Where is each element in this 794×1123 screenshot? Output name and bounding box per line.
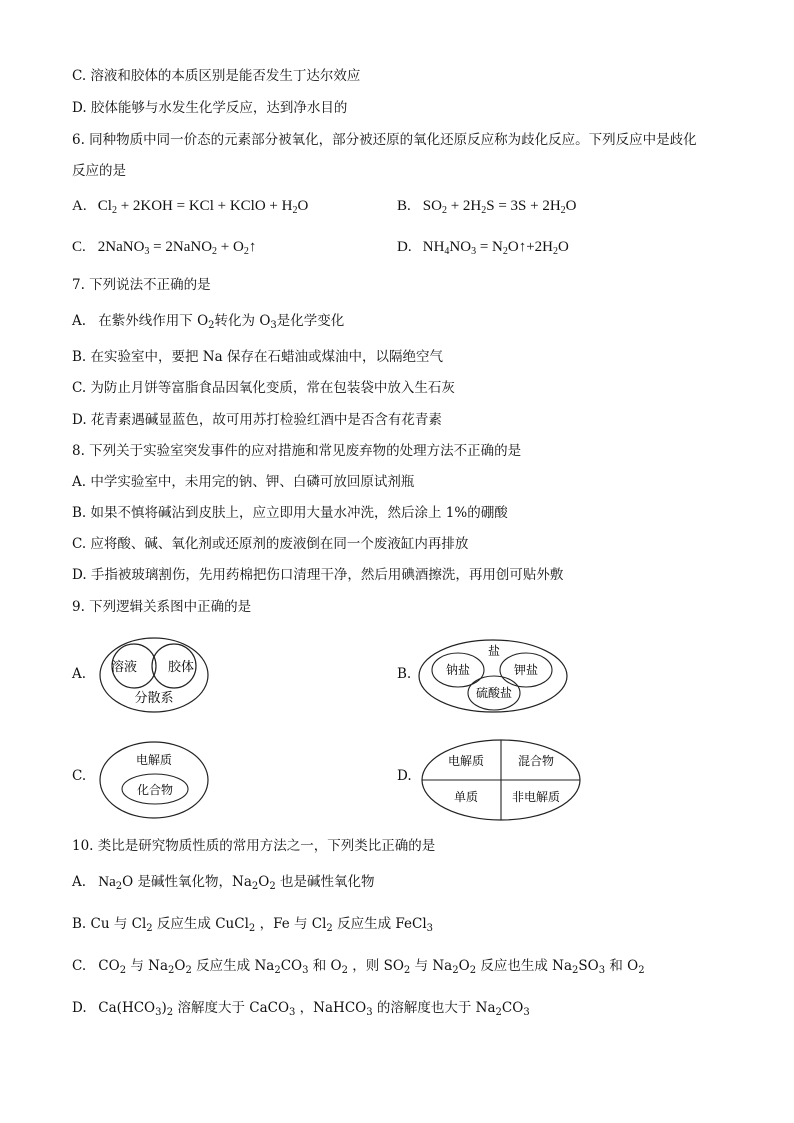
diagram-a-dispersion: 分散系 <box>134 691 174 706</box>
q9-label-a: A. <box>72 666 87 682</box>
q6-option-a: A. $Cl_2 + 2KOH$ = KCl + KClO + $H_2O$ <box>72 198 309 216</box>
diagram-c-compound: 化合物 <box>136 783 174 797</box>
q6-option-d: D. $NH_4NO_3$ = $N_2O↑+2H_2O$ <box>397 239 569 257</box>
q10-option-b: B. Cu 与 $Cl_2$ 反应生成 CuCl$_2$ ，Fe 与 $Cl_2$ 反应生成 FeCl$_3$ <box>72 916 434 934</box>
q8-option-b: B. 如果不慎将碱沾到皮肤上，应立即用大量水冲洗，然后涂上 1%的硼酸 <box>72 505 508 521</box>
q7-option-a: A. 在紫外线作用下 $O_2$转化为 $O_3$是化学变化 <box>72 313 345 331</box>
q9-label-c: C. <box>72 768 87 784</box>
option-label: D. <box>72 1000 87 1016</box>
diagram-a-solution: 溶液 <box>110 660 138 675</box>
q6-stem: 6. 同种物质中同一价态的元素部分被氧化，部分被还原的氧化还原反应称为歧化反应。下列反应中是歧化 <box>72 132 697 148</box>
q7-option-b: B. 在实验室中，要把 Na 保存在石蜡油或煤油中，以隔绝空气 <box>72 349 443 365</box>
option-label: C. <box>72 239 86 255</box>
diagram-c-electrolyte: 电解质 <box>135 753 173 767</box>
diagram-d-electrolyte: 电解质 <box>447 754 485 768</box>
q9-label-d: D. <box>397 768 412 784</box>
q6-stem-cont: 反应的是 <box>72 163 126 179</box>
diagram-b-sulfate: 硫酸盐 <box>475 686 513 700</box>
q10-option-d: D. $Ca(HCO_3)_2$ 溶解度大于 CaCO$_3$ ，NaHCO$_3$ 的溶解度也大于 $Na_2CO_3$ <box>72 1000 530 1018</box>
q6-option-c: C. 2NaNO$_3$ = 2NaNO$_2$ + $O_2↑$ <box>72 239 257 257</box>
q9-stem: 9. 下列逻辑关系图中正确的是 <box>72 599 252 615</box>
option-label: B. <box>397 198 411 214</box>
diagram-a-colloid: 胶体 <box>167 660 195 675</box>
diagram-d-element: 单质 <box>453 790 479 804</box>
q6-option-b: B. $SO_2 + 2H_2S = 3S + 2H_2O$ <box>397 198 577 216</box>
option-label: A. <box>72 874 87 890</box>
q8-stem: 8. 下列关于实验室突发事件的应对措施和常见废弃物的处理方法不正确的是 <box>72 443 522 459</box>
q9-label-b: B. <box>397 666 412 682</box>
q5-option-d: D. 胶体能够与水发生化学反应，达到净水目的 <box>72 100 348 116</box>
option-label: D. <box>397 239 412 255</box>
q10-option-a: A. $Na_2O$ 是碱性氧化物，$Na_2O_2$ 也是碱性氧化物 <box>72 874 375 892</box>
q9-diagram-d <box>420 738 582 826</box>
option-label: A. <box>72 313 87 329</box>
option-label: C. <box>72 958 87 974</box>
diagram-b-salt: 盐 <box>487 644 501 658</box>
q8-option-a: A. 中学实验室中，未用完的钠、钾、白磷可放回原试剂瓶 <box>72 474 415 490</box>
q9-diagram-b <box>418 638 568 720</box>
diagram-b-sodium-salt: 钠盐 <box>445 663 471 677</box>
option-label: A. <box>72 198 87 214</box>
q7-option-d: D. 花青素遇碱显蓝色，故可用苏打检验红酒中是否含有花青素 <box>72 412 442 428</box>
q9-diagram-a <box>98 636 210 718</box>
q9-diagram-c <box>98 740 210 824</box>
q7-option-c: C. 为防止月饼等富脂食品因氧化变质，常在包装袋中放入生石灰 <box>72 380 455 396</box>
q8-option-c: C. 应将酸、碱、氧化剂或还原剂的废液倒在同一个废液缸内再排放 <box>72 536 469 552</box>
diagram-d-mixture: 混合物 <box>517 754 555 768</box>
q5-option-c: C. 溶液和胶体的本质区别是能否发生丁达尔效应 <box>72 68 361 84</box>
q7-stem: 7. 下列说法不正确的是 <box>72 277 211 293</box>
diagram-d-nonelectrolyte: 非电解质 <box>511 790 561 804</box>
q10-stem: 10. 类比是研究物质性质的常用方法之一，下列类比正确的是 <box>72 838 436 854</box>
q8-option-d: D. 手指被玻璃割伤，先用药棉把伤口清理干净，然后用碘酒擦洗，再用创可贴外敷 <box>72 567 564 583</box>
q10-option-c: C. $CO_2$ 与 $Na_2O_2$ 反应生成 $Na_2CO_3$ 和 $O_2$ ，则 $SO_2$ 与 $Na_2O_2$ 反应也生成 $Na_2SO_3$ 和 $O_2$ <box>72 958 645 976</box>
diagram-b-potassium-salt: 钾盐 <box>513 663 539 677</box>
